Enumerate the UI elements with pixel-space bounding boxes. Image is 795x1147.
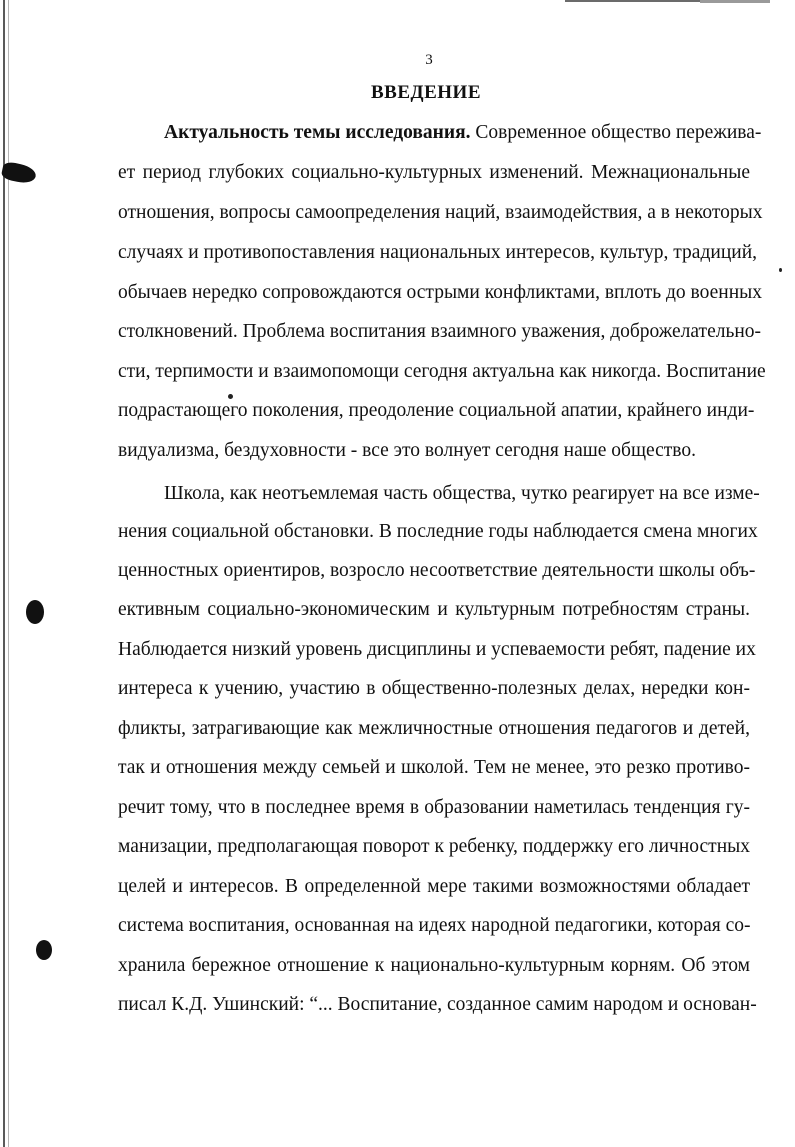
paragraph-line: манизации, предполагающая поворот к ребенку, поддержку его личностных [118, 836, 750, 857]
scan-speck [779, 268, 782, 272]
scan-speck [228, 394, 233, 399]
paragraph-line: столкновений. Проблема воспитания взаимного уважения, доброжелательно- [118, 321, 762, 342]
paragraph-line: речит тому, что в последнее время в образовании наметилась тенденция гу- [118, 797, 750, 818]
line-text: Современное общество пережива- [470, 122, 762, 143]
paragraph-line: видуализма, бездуховности - все это волнует сегодня наше общество. [118, 440, 697, 461]
punch-hole-mark-bottom [36, 940, 52, 960]
paragraph-line: ективным социально-экономическим и культурным потребностям страны. [118, 599, 750, 620]
page-number: 3 [425, 52, 433, 68]
page-title: ВВЕДЕНИЕ [371, 82, 481, 103]
paragraph-line [164, 122, 762, 144]
bold-lead: Актуальность темы исследования. [164, 122, 471, 143]
paragraph-line: ценностных ориентиров, возросло несоответствие деятельности школы объ- [118, 560, 756, 581]
paragraph-line: писал К.Д. Ушинский: “... Воспитание, созданное самим народом и основан- [118, 994, 757, 1015]
paragraph-line: ет период глубоких социально-культурных изменений. Межнациональные [118, 162, 750, 183]
paragraph-line: сти, терпимости и взаимопомощи сегодня актуальна как никогда. Воспитание [118, 361, 766, 382]
paragraph-line: Наблюдается низкий уровень дисциплины и успеваемости ребят, падение их [118, 639, 756, 660]
paragraph-line: целей и интересов. В определенной мере такими возможностями обладает [118, 876, 750, 897]
paragraph-line: отношения, вопросы самоопределения наций, взаимодействия, а в некоторых [118, 202, 763, 223]
paragraph-line: Школа, как неотъемлемая часть общества, чутко реагирует на все изме- [164, 483, 760, 504]
paragraph-line: фликты, затрагивающие как межличностные отношения педагогов и детей, [118, 718, 750, 739]
paragraph-line: так и отношения между семьей и школой. Тем не менее, это резко противо- [118, 757, 750, 778]
paragraph-line: подрастающего поколения, преодоление социальной апатии, крайнего инди- [118, 400, 755, 421]
paragraph-line: обычаев нередко сопровождаются острыми конфликтами, вплоть до военных [118, 282, 762, 303]
punch-hole-mark-middle [26, 600, 44, 624]
punch-hole-mark-top [1, 161, 38, 186]
paragraph-line: хранила бережное отношение к национально-культурным корням. Об этом [118, 955, 750, 976]
paragraph-line: система воспитания, основанная на идеях народной педагогики, которая со- [118, 915, 751, 936]
paragraph-line: нения социальной обстановки. В последние годы наблюдается смена многих [118, 521, 758, 542]
paragraph-line: случаях и противопоставления национальных интересов, культур, традиций, [118, 242, 758, 263]
paragraph-line: интереса к учению, участию в общественно-полезных делах, нередки кон- [118, 678, 750, 699]
scan-top-rule-shadow [700, 0, 770, 3]
